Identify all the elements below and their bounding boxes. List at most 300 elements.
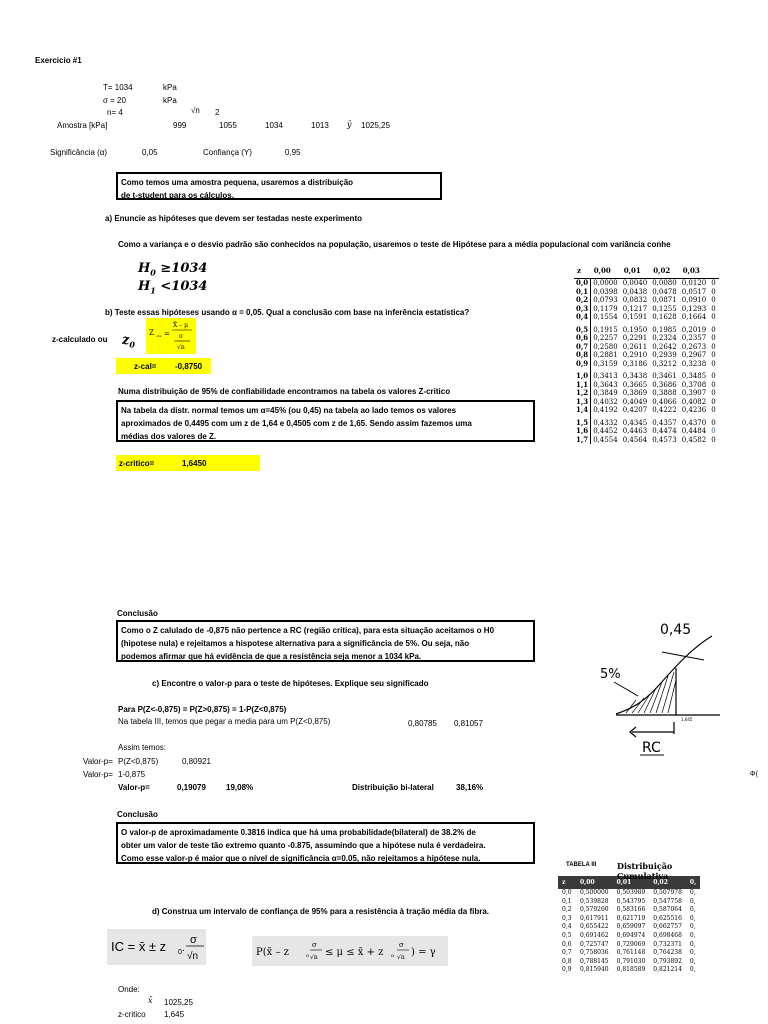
z-table-cell: 0,1628 — [652, 313, 677, 321]
cum-cell: 0,694974 — [616, 931, 646, 939]
z-table-cell: 0,3485 — [681, 372, 707, 380]
z-table-cell: 0,0517 — [681, 287, 707, 296]
pvalue-3-label: Valor-p= — [118, 783, 150, 792]
cum-cell: 0,758036 — [580, 949, 609, 957]
xbar-value: 1025,25 — [164, 998, 193, 1007]
conclusion-1-box — [116, 620, 535, 662]
hypothesis-h0: $H_0 \ge 1034$ — [138, 261, 208, 278]
svg-text:X̄ – μ: X̄ – μ — [173, 322, 188, 329]
z-table-cell: 0 — [711, 334, 716, 342]
question-a: a) Enuncie as hipóteses que devem ser testadas neste experimento — [105, 214, 362, 223]
z-table-cell: 0,3708 — [681, 380, 707, 389]
z-table — [574, 262, 719, 444]
z-table-row-header: 0,9 — [574, 360, 591, 369]
question-d: d) Construa um intervalo de confiança de 95% para a resistência à tração média da fibra. — [152, 907, 490, 916]
z-table-cell: 0,1915 — [593, 325, 618, 334]
z-table-row — [574, 296, 719, 305]
xbar-symbol: x̄ — [148, 996, 153, 1005]
cum-cell: 0,543795 — [616, 897, 646, 905]
z-table-cell: 0,3413 — [593, 372, 618, 380]
z-table-row-header: 0,7 — [574, 343, 591, 352]
ic-formula — [107, 929, 206, 965]
z-table-row — [574, 368, 719, 381]
cum-table-row — [558, 889, 700, 898]
probability-formula-graphic — [252, 936, 448, 966]
z-table-cell: 0,2910 — [622, 351, 648, 359]
z-table-cell: 0,3461 — [652, 372, 677, 380]
svg-text:σ: σ — [190, 934, 197, 946]
svg-text:σ: σ — [399, 941, 404, 949]
z-table-row-header: 1,7 — [574, 436, 591, 445]
z-table-row-header: 1,1 — [574, 381, 591, 390]
z-table-row — [574, 279, 719, 288]
given-n: n= 4 — [107, 108, 123, 117]
z-table-cell: 0,4332 — [593, 418, 618, 427]
cum-table-row — [558, 915, 700, 924]
h1-value: <1034 — [160, 279, 208, 294]
ic-formula-graphic — [107, 929, 206, 965]
svg-text:√n: √n — [310, 954, 318, 961]
svg-text:o: o — [391, 953, 395, 959]
box-line: Na tabela da distr. normal temos um α=45% (ou 0,45) na tabela ao lado temos os valores — [121, 406, 457, 415]
z-table-cell: 0,2673 — [681, 342, 707, 351]
svg-text:RC: RC — [642, 740, 661, 756]
z-table-row-header: 0,1 — [574, 288, 591, 297]
zcalc-label: z-calculado ou — [52, 335, 108, 344]
cum-row-header: 0,2 — [562, 906, 572, 914]
z-table-row-header: 0,5 — [574, 322, 591, 335]
z-formula-highlight — [146, 318, 196, 354]
z-table-cell: 0,3888 — [652, 389, 677, 397]
z-table-cell: 0,3849 — [593, 389, 618, 397]
z-table-cell: 0,0793 — [593, 296, 618, 304]
cum-cell: 0,579260 — [580, 906, 609, 914]
cum-cell: 0,761148 — [616, 949, 646, 957]
conclusion-line: obter um valor de teste tão extremo quanto -0.875, assumindo que a hipótese nula é verdadeira. — [121, 841, 486, 850]
sample-4: 1013 — [311, 121, 329, 130]
z-table-cell: 0 — [711, 359, 716, 368]
z-table-cell: 0,2357 — [681, 334, 707, 342]
z-table-cell: 0,1591 — [622, 313, 648, 321]
z-table-header: 0,02 — [650, 262, 680, 279]
svg-text:5%: 5% — [600, 667, 621, 682]
z-table-row — [574, 398, 719, 407]
svg-text:obs: obs — [156, 334, 162, 338]
z-table-row — [574, 436, 719, 445]
cum-cell: 0,793892 — [653, 957, 682, 965]
cum-cell: 0, — [689, 949, 696, 957]
sqrt-n-value: 2 — [215, 108, 220, 117]
onde-label: Onde: — [118, 985, 140, 994]
pvalue-1-label: Valor-p= — [83, 757, 113, 766]
z-table-cell: 0,3212 — [652, 359, 677, 368]
z-table-cell: 0,2580 — [593, 342, 618, 351]
box-line: médias dos valores de Z. — [121, 432, 217, 441]
conclusion-line: podemos afirmar que há evidência de que a resistência seja menor a 1034 kPa. — [121, 652, 422, 661]
cum-cell: 0,583166 — [616, 906, 646, 914]
cum-table-row — [558, 958, 700, 967]
zcrit-d-label: z-critico — [118, 1010, 146, 1019]
z-table-row-header: 0,6 — [574, 334, 591, 343]
cum-cell: 0,732371 — [653, 940, 682, 948]
cum-cell: 0,821214 — [653, 966, 682, 974]
svg-text:o: o — [306, 953, 310, 959]
z-table-cell: 0,4032 — [593, 397, 618, 406]
z-table-cell: 0,3665 — [622, 380, 648, 389]
cum-cell: 0,788145 — [580, 957, 609, 965]
z-table-cell: 0,4049 — [622, 397, 648, 406]
cum-cell: 0, — [689, 914, 696, 922]
given-sigma-unit: kPa — [163, 96, 177, 105]
z-table-cell: 0,1293 — [681, 304, 707, 313]
given-T-unit: kPa — [163, 83, 177, 92]
probability-formula — [252, 936, 448, 966]
z-table-cell: 0 — [711, 313, 716, 321]
cum-row-header: 0,5 — [562, 931, 572, 939]
z-table-cell: 0,3643 — [593, 380, 618, 389]
z-table-cell: 0 — [711, 287, 716, 296]
z-table-cell: 0,0478 — [652, 287, 677, 296]
critical-region-sketch — [592, 612, 724, 762]
z-table-row — [574, 343, 719, 352]
confidence-value: 0,95 — [285, 148, 301, 157]
table-value-1: 0,80785 — [408, 719, 437, 728]
z-table-row — [574, 427, 719, 436]
cum-table-row — [558, 966, 700, 975]
zcrit-value: 1,6450 — [182, 459, 207, 468]
z-table-row-header: 0,8 — [574, 351, 591, 360]
z-table-cell: 0,4452 — [593, 427, 618, 435]
pvalue-1-expr: P(Z<0,875) — [118, 757, 159, 766]
z-table-cell: 0 — [711, 279, 716, 287]
cum-row-header: 0,9 — [562, 966, 572, 974]
sample-label: Amostra [kPa] — [57, 121, 108, 130]
t-student-note-box — [116, 172, 442, 200]
conclusion-line: O valor-p de aproximadamente 0.3816 indica que há uma probabilidade(bilateral) de 38.2% de — [121, 828, 476, 837]
given-T: T= 1034 — [103, 83, 133, 92]
z-table-cell: 0,3186 — [622, 359, 648, 368]
zcrit-d-value: 1,645 — [164, 1010, 185, 1019]
assim-text: Assim temos: — [118, 743, 167, 752]
cum-cell: 0,655422 — [580, 923, 609, 931]
z-table-cell: 0,3438 — [622, 372, 648, 380]
z-table-cell: 0,3686 — [652, 380, 677, 389]
z-table-cell: 0,0832 — [622, 296, 648, 304]
z-table-row-header: 1,4 — [574, 406, 591, 415]
table-iii-label: TABELA III — [566, 862, 597, 868]
svg-text:IC = x̄ ± z: IC = x̄ ± z — [111, 939, 167, 954]
z-table-cell: 0,1950 — [622, 325, 648, 334]
z-table-row — [574, 406, 719, 415]
z-table-cell: 0,1985 — [652, 325, 677, 334]
z-table-row-header: 0,3 — [574, 305, 591, 314]
cum-row-header: 0,6 — [562, 940, 572, 948]
cum-cell: 0,815940 — [580, 966, 609, 974]
given-sigma: σ = 20 — [103, 96, 126, 105]
z-table-row — [574, 389, 719, 398]
svg-text:σ: σ — [179, 333, 184, 340]
z-table-cell: 0,0438 — [622, 287, 648, 296]
z-table-cell: 0,2324 — [652, 334, 677, 342]
ybar-symbol: ȳ — [347, 120, 352, 129]
z-table-cell: 0,3907 — [681, 389, 707, 397]
z-table-cell: 0,4066 — [652, 397, 677, 406]
z-table-row — [574, 305, 719, 314]
svg-text:=: = — [164, 330, 170, 338]
z-table-cell: 0,4357 — [652, 418, 677, 427]
z-table-cell: 0,0000 — [593, 279, 618, 287]
z-table-row — [574, 322, 719, 335]
cum-cell: 0,791030 — [616, 957, 646, 965]
cum-cell: 0, — [689, 889, 696, 896]
zcritico-explanation-box — [116, 400, 535, 442]
z-table-row — [574, 381, 719, 390]
conclusion-line: (hipotese nula) e rejeitamos a hispotese alternativa para a significância de 5%. Ou seja, não — [121, 639, 470, 648]
z-table-row — [574, 351, 719, 360]
cum-cell: 0, — [689, 897, 696, 905]
cum-row-header: 0,7 — [562, 949, 572, 957]
svg-text:σ: σ — [312, 941, 317, 949]
phi-fragment: Φ( — [750, 771, 758, 778]
cum-cell: 0,662757 — [653, 923, 682, 931]
conclusion-line: Como o Z calulado de -0,875 não pertence a RC (região critica), para esta situação aceitamos o H0 — [121, 626, 495, 635]
z-table-cell: 0,2019 — [681, 325, 707, 334]
z-table-cell: 0,0398 — [593, 287, 618, 296]
z-table-cell: 0,2967 — [681, 351, 707, 359]
z-table-cell: 0 — [711, 389, 716, 397]
svg-text:≤ μ ≤ x̄ + z: ≤ μ ≤ x̄ + z — [325, 947, 384, 958]
zcal-label: z-cal= — [134, 362, 157, 371]
z-table-row — [574, 360, 719, 369]
cum-table-row — [558, 898, 700, 907]
z-table-cell: 0,4236 — [681, 406, 707, 414]
z-table-cell: 0,2939 — [652, 351, 677, 359]
z-table-cell: 0,4192 — [593, 406, 618, 414]
z-table-header: z — [574, 262, 591, 279]
z-table-cell: 0,4564 — [622, 435, 648, 444]
cum-row-header: 0,0 — [562, 889, 572, 896]
cum-cell: 0,547758 — [653, 897, 682, 905]
significance-value: 0,05 — [142, 148, 158, 157]
z-table-cell: 0,0080 — [652, 279, 677, 287]
pvalue-2-label: Valor-p= — [83, 770, 113, 779]
cum-cell: 0,587064 — [653, 906, 682, 914]
svg-text:√n: √n — [397, 954, 405, 961]
z-table-cell: 0,2642 — [652, 342, 677, 351]
table-iii-title: Distribuição Cumulativa — [617, 861, 673, 881]
conclusion-2-title: Conclusão — [117, 810, 158, 819]
pvalue-1-value: 0,80921 — [182, 757, 211, 766]
hypothesis-h1: $H_1 <1034$ — [138, 279, 208, 296]
svg-text:√n: √n — [177, 344, 185, 351]
cum-row-header: 0,4 — [562, 923, 572, 931]
z-table-cell: 0,0120 — [681, 279, 707, 287]
z-table-cell: 0 — [711, 435, 716, 444]
z-table-cell: 0,0871 — [652, 296, 677, 304]
z-table-header: 0,03 — [680, 262, 710, 279]
z-table-cell: 0 — [711, 296, 716, 304]
z-table-cell: 0,1554 — [593, 313, 618, 321]
z-table-row-header: 0,2 — [574, 296, 591, 305]
cum-cell: 0,539828 — [580, 897, 609, 905]
zcal-value: -0,8750 — [175, 362, 203, 371]
cum-header: 0, — [686, 876, 700, 889]
z-table-cell: 0,4082 — [681, 397, 707, 406]
cum-cell: 0,625516 — [653, 914, 682, 922]
cum-header: 0,00 — [576, 876, 613, 889]
note-line: de t-student para os cálculos. — [121, 191, 234, 200]
z-table-cell: 0,3869 — [622, 389, 648, 397]
svg-text:1,645: 1,645 — [681, 717, 693, 722]
svg-text:√n: √n — [187, 951, 199, 962]
z-table-cell: 0,1255 — [652, 304, 677, 313]
question-b: b) Teste essas hipóteses usando α = 0,05. Qual a conclusão com base na inferência estatística? — [105, 308, 470, 317]
sqrt-n-symbol: √n — [191, 106, 200, 115]
svg-text:.: . — [182, 943, 185, 954]
cum-header: 0,01 — [613, 876, 650, 889]
z-table-cell: 0,4370 — [681, 418, 707, 427]
ybar-value: 1025,25 — [361, 121, 390, 130]
bilateral-value: 38,16% — [456, 783, 484, 792]
cum-cell: 0,725747 — [580, 940, 609, 948]
cum-cell: 0,621719 — [616, 914, 646, 922]
svg-text:Z: Z — [149, 329, 154, 337]
z-table-cell: 0 — [711, 418, 716, 427]
z-table-row-header: 1,5 — [574, 415, 591, 428]
z-table-row-header: 0,0 — [574, 279, 591, 288]
conclusion-line: Como esse valor-p é maior que o nível de significância α=0.05, não rejeitamos a hipótese nula. — [121, 854, 481, 863]
cum-cell: 0,503989 — [616, 889, 646, 896]
z-table-cell: 0 — [711, 342, 716, 351]
z-table-cell: 0,4222 — [652, 406, 677, 414]
cum-cell: 0,698468 — [653, 931, 682, 939]
bilateral-label: Distribuição bi-lateral — [352, 783, 434, 792]
cum-row-header: 0,1 — [562, 897, 572, 905]
z-table-cell: 0 — [711, 304, 716, 313]
table-iii-note: Na tabela III, temos que pegar a media para um P(Z<0,875) — [118, 717, 331, 726]
z-table-row — [574, 415, 719, 428]
z-table-row-header: 1,2 — [574, 389, 591, 398]
z-table-row-header: 1,0 — [574, 368, 591, 381]
z-table-cell: 0,4207 — [622, 406, 648, 414]
h0-value: ≥1034 — [160, 261, 208, 276]
pvalue-formula: Para P(Z<-0,875) = P(Z>0,875) = 1-P(Z<0,875) — [118, 705, 287, 714]
cum-cell: 0,659097 — [616, 923, 646, 931]
distribution-text: Numa distribuição de 95% de confiabilidade encontramos na tabela os valores Z-critico — [118, 387, 451, 396]
svg-text:0: 0 — [178, 949, 182, 956]
z-table-cell: 0,4345 — [622, 418, 648, 427]
z-table-cell: 0,3238 — [681, 359, 707, 368]
cum-row-header: 0,8 — [562, 957, 572, 965]
cum-cell: 0,617911 — [580, 914, 609, 922]
z-table-header: 0,01 — [621, 262, 651, 279]
cumulative-table — [558, 854, 700, 975]
z-table-cell: 0 — [711, 325, 716, 334]
sample-3: 1034 — [265, 121, 283, 130]
z-table-cell: 0,2611 — [622, 342, 648, 351]
z-formula-graphic — [146, 318, 196, 354]
z-table-row — [574, 313, 719, 322]
z-table-cell: 0,1664 — [681, 313, 707, 321]
table-value-2: 0,81057 — [454, 719, 483, 728]
cumulative-table-caption — [558, 854, 700, 881]
z-table-cell: 0,1217 — [622, 304, 648, 313]
z-table-cell: 0 — [711, 397, 716, 406]
cum-cell: 0, — [689, 966, 696, 974]
cum-header: z — [558, 876, 576, 889]
cum-cell: 0, — [689, 931, 696, 939]
z-table-cell: 0,0040 — [622, 279, 648, 287]
z-table-cell: 0 — [711, 406, 716, 414]
zcrit-label: z-critico= — [119, 459, 155, 468]
cum-cell: 0,500000 — [580, 889, 609, 896]
cum-cell: 0, — [689, 906, 696, 914]
cum-cell: 0,691462 — [580, 931, 609, 939]
cum-cell: 0, — [689, 957, 696, 965]
z-table-cell: 0,4463 — [622, 427, 648, 435]
z-table-cell: 0,4474 — [652, 427, 677, 435]
svg-text:0,45: 0,45 — [660, 622, 692, 638]
z-table-cell: 0,2881 — [593, 351, 618, 359]
z-table-cell: 0,2257 — [593, 334, 618, 342]
z-table-cell: 0,4484 — [681, 427, 707, 435]
box-line: aproximados de 0,4495 com um z de 1,64 e 0,4505 com z de 1,65. Sendo assim fazemos uma — [121, 419, 472, 428]
z-table-cell: 0,3159 — [593, 359, 618, 368]
cum-table-row — [558, 949, 700, 958]
sample-2: 1055 — [219, 121, 237, 130]
z-table-row — [574, 334, 719, 343]
z-table-cell: 0 — [711, 351, 716, 359]
svg-text:P(x̄ – z: P(x̄ – z — [256, 947, 289, 958]
z-table-cell: 0 — [711, 427, 716, 435]
svg-text:) = γ: ) = γ — [411, 947, 436, 958]
z-table-cell: 0,2291 — [622, 334, 648, 342]
cum-table-row — [558, 906, 700, 915]
note-line: Como temos uma amostra pequena, usaremos a distribuição — [121, 178, 354, 187]
z0-symbol: $z_0$ — [122, 333, 135, 350]
question-c: c) Encontre o valor-p para o teste de hipóteses. Explique seu significado — [152, 679, 429, 688]
z-table-cell: 0,4573 — [652, 435, 677, 444]
pvalue-3-percent: 19,08% — [226, 783, 254, 792]
cum-cell: 0,818589 — [616, 966, 646, 974]
z-table-row-header: 1,3 — [574, 398, 591, 407]
conclusion-2-box — [116, 822, 535, 864]
z-table-cell: 0 — [711, 372, 716, 380]
z-table-cell: 0 — [711, 380, 716, 389]
pvalue-3-value: 0,19079 — [177, 783, 206, 792]
cum-cell: 0,764238 — [653, 949, 682, 957]
cum-row-header: 0,3 — [562, 914, 572, 922]
cum-cell: 0, — [689, 940, 696, 948]
z-table-header: 0,00 — [591, 262, 621, 279]
z-table-cell: 0,0910 — [681, 296, 707, 304]
cum-table-row — [558, 932, 700, 941]
cum-cell: 0, — [689, 923, 696, 931]
z-table-row — [574, 288, 719, 297]
z-table-row-header: 0,4 — [574, 313, 591, 322]
part-a-text: Como a variança e o desvio padrão são conhecidos na população, usaremos o teste de Hipótese para a média populacional com variância conhe — [118, 240, 671, 249]
cum-cell: 0,507978 — [653, 889, 682, 896]
cum-cell: 0,729069 — [616, 940, 646, 948]
cum-header: 0,02 — [649, 876, 686, 889]
exercise-title: Exercicio #1 — [35, 56, 82, 65]
significance-label: Significância (α) — [50, 148, 108, 157]
cum-table-row — [558, 941, 700, 950]
cum-table-row — [558, 923, 700, 932]
z-table-cell: 0,1179 — [593, 304, 618, 313]
z-table-row-header: 1,6 — [574, 427, 591, 436]
z-table-cell: 0,4582 — [681, 435, 707, 444]
